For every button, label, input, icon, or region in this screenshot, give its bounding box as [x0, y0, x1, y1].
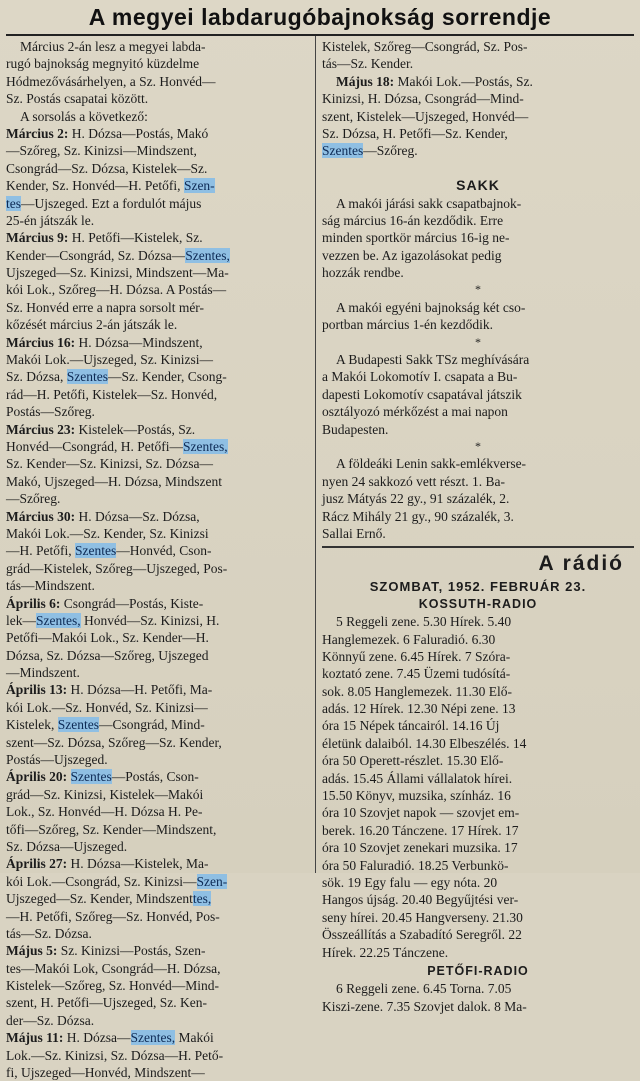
text-line — [6, 786, 310, 803]
text-line — [6, 455, 310, 472]
program-line: óra 15 Népek táncairól. 14.16 Új — [322, 718, 500, 734]
program-line: Hangos újság. 20.40 Begyűjtési ver- — [322, 892, 519, 908]
highlighted-term: Szentes — [57, 717, 99, 733]
line-text: Kender—Csongrád, Sz. Dózsa— — [6, 247, 186, 263]
line-text: Sz. Dózsa, — [6, 369, 67, 385]
line-text: 25-én játszák le. — [6, 212, 95, 228]
text-line — [6, 508, 310, 525]
line-text: Csongrád—Postás, Kiste- — [60, 595, 204, 611]
round-date: Április 27: — [6, 856, 68, 872]
text-line — [6, 247, 310, 264]
text-line — [6, 716, 310, 733]
line-text-after: —Szőreg. — [363, 143, 418, 159]
petofi-title: PETŐFI-RADIO — [427, 963, 529, 978]
text-line — [6, 751, 310, 768]
round-date: Május 5: — [6, 943, 58, 959]
line-text: kói Lok.—Csongrád, Sz. Kinizsi— — [6, 873, 197, 889]
separator-star: * — [475, 438, 481, 453]
line-text: tás—Sz. Dózsa. — [6, 925, 92, 941]
right-column-text — [322, 38, 634, 542]
separator-star: * — [475, 334, 481, 349]
text-line — [6, 264, 310, 281]
line-text: —Szőreg, Sz. Kinizsi—Mindszent, — [6, 143, 197, 159]
line-text: Makói Lok.—Sz. Kender, Sz. Kinizsi — [6, 525, 209, 541]
round-date: Március 16: — [6, 334, 76, 350]
text-line — [322, 38, 634, 55]
line-text: portban március 1-én kezdődik. — [322, 317, 493, 333]
line-text: vezzen be. Az igazolásokat pedig — [322, 247, 502, 263]
round-date: Március 2: — [6, 125, 69, 141]
text-line — [6, 699, 310, 716]
round-date: Március 30: — [6, 508, 76, 524]
program-line: berek. 16.20 Tánczene. 17 Hírek. 17 — [322, 822, 519, 838]
text-line — [6, 177, 310, 194]
line-text: Sz. Kinizsi—Postás, Szen- — [57, 943, 206, 959]
text-line — [6, 542, 310, 559]
line-text: dapesti Lokomotív csapatával játszik — [322, 386, 522, 402]
line-text: Hódmezővásárhelyen, a Sz. Honvéd— — [6, 73, 216, 89]
text-line — [322, 229, 634, 246]
line-text: Kistelek, Szőreg—Csongrád, Sz. Pos- — [322, 39, 528, 54]
line-text: osztályozó mérkőzést a mai napon — [322, 404, 508, 420]
highlighted-term: tes — [6, 195, 21, 211]
text-line — [6, 838, 310, 855]
line-text: szent—Sz. Dózsa, Szőreg—Sz. Kender, — [6, 734, 222, 750]
line-text-after: Makói — [175, 1030, 214, 1046]
program-line: 5 Reggeli zene. 5.30 Hírek. 5.40 — [336, 614, 512, 630]
text-line — [6, 768, 310, 785]
program-line: Hanglemezek. 6 Faluradió. 6.30 — [322, 631, 496, 647]
line-text-after: Honvéd—Sz. Kinizsi, H. — [80, 612, 220, 628]
text-line — [322, 316, 634, 333]
text-line — [6, 473, 310, 490]
line-text: H. Dózsa—Mindszent, — [75, 334, 203, 350]
line-text: Március 2-án lesz a megyei labda- — [20, 39, 206, 54]
line-text: Postás—Ujszeged. — [6, 752, 108, 768]
text-line — [322, 264, 634, 281]
line-text-after: —Sz. Kender, Csong- — [108, 369, 227, 385]
radio-rule — [322, 546, 634, 548]
text-line — [6, 38, 310, 55]
line-text: der—Sz. Dózsa. — [6, 1012, 95, 1028]
highlighted-term: Szentes — [322, 143, 364, 159]
line-text: grád—Sz. Kinizsi, Kistelek—Makói — [6, 786, 204, 802]
text-line — [6, 195, 310, 212]
text-line — [6, 855, 310, 872]
text-line — [322, 212, 634, 229]
line-text — [67, 769, 70, 784]
text-line — [6, 421, 310, 438]
program-line: Összeállítás a Szabadító Seregről. 22 — [322, 927, 522, 943]
line-text: —H. Petőfi, Szőreg—Sz. Honvéd, Pos- — [6, 908, 220, 924]
line-text: H. Dózsa— — [63, 1030, 131, 1046]
left-column-schedule — [6, 38, 310, 1081]
line-text: Ujszeged—Sz. Kender, Mindszent — [6, 891, 193, 907]
program-line: adás. 12 Hírek. 12.30 Népi zene. 13 — [322, 701, 516, 717]
line-text: Lok.—Sz. Kinizsi, Sz. Dózsa—H. Pető- — [6, 1047, 224, 1063]
text-line — [6, 994, 310, 1011]
line-text: Makó, Ujszeged—H. Dózsa, Mindszent — [6, 473, 222, 489]
text-line — [322, 125, 634, 142]
text-line — [6, 73, 310, 90]
section-heading — [322, 160, 634, 177]
line-text: Sz. Dózsa—Ujszeged. — [6, 838, 128, 854]
line-text: tás—Sz. Kender. — [322, 56, 414, 72]
petofi-program — [322, 980, 634, 1015]
round-date: Május 11: — [6, 1030, 64, 1046]
text-line — [322, 247, 634, 264]
line-text: szent, H. Petőfi—Ujszeged, Sz. Ken- — [6, 995, 207, 1011]
text-line — [322, 73, 634, 90]
separator-star: * — [475, 282, 481, 297]
text-line — [6, 890, 310, 907]
line-text: Rácz Mihály 21 gy., 90 százalék, 3. — [322, 508, 514, 524]
highlighted-term: Szentes, — [36, 612, 81, 628]
kossuth-program — [322, 613, 634, 961]
text-line — [6, 1029, 310, 1046]
text-line — [322, 421, 634, 438]
text-line — [6, 108, 310, 125]
line-text: nyen 24 sakkozó vett részt. 1. Ba- — [322, 473, 505, 489]
program-line: seny hírei. 20.45 Hangverseny. 21.30 — [322, 909, 523, 925]
program-line: Kiszi-zene. 7.35 Szovjet dalok. 8 Ma- — [322, 998, 527, 1014]
radio-date: SZOMBAT, 1952. FEBRUÁR 23. — [369, 579, 587, 595]
program-line: Hírek. 22.25 Tánczene. — [322, 944, 449, 960]
line-text: Lok., Sz. Honvéd—H. Dózsa H. Pe- — [6, 804, 203, 820]
line-text: Petőfi—Makói Lok., Sz. Kender—H. — [6, 630, 209, 646]
round-date: Április 13: — [6, 682, 68, 698]
text-line — [322, 195, 634, 212]
text-line — [6, 1047, 310, 1064]
text-line — [322, 490, 634, 507]
text-line — [6, 612, 310, 629]
text-line — [6, 629, 310, 646]
kossuth-title: KOSSUTH-RADIO — [418, 596, 538, 611]
text-line — [6, 960, 310, 977]
line-text: fi, Ujszeged—Honvéd, Mindszent— — [6, 1065, 205, 1081]
line-text: A sorsolás a következő: — [20, 108, 148, 124]
program-line: óra 10 Szovjet napok — szovjet em- — [322, 805, 520, 821]
line-text: Sz. Kender—Sz. Kinizsi, Sz. Dózsa— — [6, 456, 213, 472]
text-line — [6, 334, 310, 351]
highlighted-term: Szentes, — [130, 1030, 176, 1046]
text-line — [322, 508, 634, 525]
line-text-after: —Csongrád, Mind- — [99, 717, 205, 733]
line-text: H. Petőfi—Kistelek, Sz. — [68, 230, 203, 246]
line-text: Budapesten. — [322, 421, 389, 437]
text-line — [6, 403, 310, 420]
headline: A megyei labdarugóbajnokság sorrendje — [88, 4, 552, 30]
line-text: jusz Mátyás 22 gy., 91 százalék, 2. — [322, 491, 510, 507]
line-text: Sz. Postás csapatai között. — [6, 91, 149, 107]
text-line — [322, 142, 634, 159]
line-text: hozzák rendbe. — [322, 265, 404, 281]
text-line — [322, 473, 634, 490]
line-text: minden sportkör március 16-ig ne- — [322, 230, 510, 246]
column-divider — [315, 36, 316, 873]
text-line — [6, 977, 310, 994]
line-text: —Ujszeged. Ezt a fordulót május — [21, 195, 202, 211]
round-date: Március 9: — [6, 230, 69, 246]
program-line: adás. 15.45 Állami vállalatok hírei. — [322, 770, 513, 786]
program-line: 6 Reggeli zene. 6.45 Torna. 7.05 — [336, 981, 512, 997]
text-line — [6, 281, 310, 298]
text-line — [6, 160, 310, 177]
text-line — [322, 525, 634, 542]
line-text: H. Dózsa—Kistelek, Ma- — [67, 856, 209, 872]
program-line: koztató zene. 7.45 Üzemi tudósítá- — [322, 666, 511, 682]
line-text: Sz. Dózsa, H. Petőfi—Sz. Kender, — [322, 125, 508, 141]
line-text: A földeáki Lenin sakk-emlékverse- — [336, 456, 527, 472]
line-text: Makói Lok.—Postás, Sz. — [394, 73, 533, 89]
line-text: —H. Petőfi, — [6, 543, 75, 559]
line-text: A makói járási sakk csapatbajnok- — [336, 195, 522, 211]
text-line — [322, 403, 634, 420]
line-text: A makói egyéni bajnokság két cso- — [336, 299, 526, 315]
text-line — [6, 90, 310, 107]
line-text: kói Lok.—Sz. Honvéd, Sz. Kinizsi— — [6, 699, 208, 715]
text-line — [6, 734, 310, 751]
line-text: tőfi—Szőreg, Sz. Kender—Mindszent, — [6, 821, 217, 837]
line-text: Kinizsi, H. Dózsa, Csongrád—Mind- — [322, 91, 524, 107]
highlighted-term: Szentes — [66, 369, 108, 385]
line-text: Sz. Honvéd erre a napra sorsolt mér- — [6, 299, 205, 315]
line-text: a Makói Lokomotív I. csapata a Bu- — [322, 369, 518, 385]
line-text: Postás—Szőreg. — [6, 404, 95, 420]
text-line — [322, 55, 634, 72]
line-text: tes—Makói Lok, Csongrád—H. Dózsa, — [6, 960, 221, 976]
text-line — [6, 821, 310, 838]
text-line — [6, 351, 310, 368]
line-text: Csongrád—Sz. Dózsa, Kistelek—Sz. — [6, 160, 208, 176]
line-text: Kistelek, — [6, 717, 58, 733]
highlighted-term: Szen- — [183, 178, 215, 194]
highlighted-term: Szentes, — [185, 247, 230, 263]
right-column — [322, 38, 634, 1015]
text-line — [6, 125, 310, 142]
round-date: Március 23: — [6, 421, 76, 437]
highlighted-term: Szentes — [70, 769, 112, 785]
program-line: óra 10 Szovjet zenekari muzsika. 17 — [322, 840, 518, 856]
highlighted-term: Szen- — [196, 873, 228, 889]
line-text-after: —Honvéd, Cson- — [116, 543, 212, 559]
line-text: Kender, Sz. Honvéd—H. Petőfi, — [6, 178, 184, 194]
program-line: óra 50 Faluradió. 18.25 Verbunkö- — [322, 857, 509, 873]
text-line — [6, 55, 310, 72]
text-line — [6, 212, 310, 229]
line-text-after: —Postás, Cson- — [111, 769, 199, 785]
round-date: Április 6: — [6, 595, 61, 611]
line-text: kói Lok., Szőreg—H. Dózsa. A Postás— — [6, 282, 227, 298]
text-line — [6, 577, 310, 594]
round-date: Május 18: — [336, 73, 395, 89]
text-line — [322, 455, 634, 472]
highlighted-term: Szentes — [75, 543, 117, 559]
line-text: lek— — [6, 612, 36, 628]
headline-rule — [6, 34, 634, 36]
program-line: életünk dalaiból. 14.30 Elbeszélés. 14 — [322, 735, 527, 751]
text-line — [6, 647, 310, 664]
text-line — [6, 942, 310, 959]
text-line — [322, 299, 634, 316]
text-line — [322, 108, 634, 125]
text-line — [6, 142, 310, 159]
line-text: H. Dózsa—H. Petőfi, Ma- — [67, 682, 213, 698]
line-text: ság március 16-án kezdődik. Erre — [322, 212, 504, 228]
line-text: tás—Mindszent. — [6, 578, 95, 594]
text-line — [6, 803, 310, 820]
text-line — [6, 925, 310, 942]
line-text: szent, Kistelek—Ujszeged, Honvéd— — [322, 108, 529, 124]
round-date: Április 20: — [6, 769, 68, 785]
text-line — [6, 490, 310, 507]
text-line — [6, 386, 310, 403]
line-text: grád—Kistelek, Szőreg—Ujszeged, Pos- — [6, 560, 228, 576]
text-line — [6, 316, 310, 333]
text-line — [322, 351, 634, 368]
text-line — [6, 664, 310, 681]
program-line: Könnyű zene. 6.45 Hírek. 7 Szóra- — [322, 648, 511, 664]
line-text: Kistelek—Postás, Sz. — [75, 421, 196, 437]
program-line: sök. 19 Egy falu — egy nóta. 20 — [322, 874, 498, 890]
line-text: —Szőreg. — [6, 491, 61, 507]
section-heading: SAKK — [456, 177, 500, 194]
text-line — [6, 560, 310, 577]
highlighted-term: tes, — [192, 891, 212, 907]
text-line — [322, 90, 634, 107]
line-text: H. Dózsa—Postás, Makó — [68, 125, 209, 141]
program-line: 15.50 Könyv, muzsika, színház. 16 — [322, 788, 511, 804]
text-line — [6, 299, 310, 316]
program-line: óra 50 Operett-részlet. 15.30 Elő- — [322, 753, 504, 769]
text-line — [6, 1064, 310, 1081]
text-line — [6, 438, 310, 455]
line-text: Sallai Ernő. — [322, 525, 386, 541]
line-text: Dózsa, Sz. Dózsa—Szőreg, Ujszeged — [6, 647, 209, 663]
line-text: kőzését március 2-án játszák le. — [6, 317, 178, 333]
text-line — [322, 368, 634, 385]
text-line — [322, 386, 634, 403]
text-line — [6, 525, 310, 542]
text-line — [6, 908, 310, 925]
line-text: Ujszeged—Sz. Kinizsi, Mindszent—Ma- — [6, 265, 229, 281]
line-text: H. Dózsa—Sz. Dózsa, — [75, 508, 200, 524]
line-text: rugó bajnokság megnyitó küzdelme — [6, 56, 200, 72]
text-line — [6, 595, 310, 612]
text-line — [6, 681, 310, 698]
line-text: Makói Lok.—Ujszeged, Sz. Kinizsi— — [6, 352, 213, 368]
line-text: Kistelek—Szőreg, Sz. Honvéd—Mind- — [6, 978, 219, 994]
program-line: sok. 8.05 Hanglemezek. 11.30 Elő- — [322, 683, 512, 699]
text-line — [6, 1012, 310, 1029]
text-line — [6, 229, 310, 246]
radio-title: A rádió — [538, 552, 624, 576]
line-text: Honvéd—Csongrád, H. Petőfi— — [6, 438, 183, 454]
line-text: rád—H. Petőfi, Kistelek—Sz. Honvéd, — [6, 386, 218, 402]
text-line — [6, 368, 310, 385]
text-line — [6, 873, 310, 890]
highlighted-term: Szentes, — [182, 438, 228, 454]
line-text: A Budapesti Sakk TSz meghívására — [336, 352, 530, 368]
line-text: —Mindszent. — [6, 665, 80, 681]
